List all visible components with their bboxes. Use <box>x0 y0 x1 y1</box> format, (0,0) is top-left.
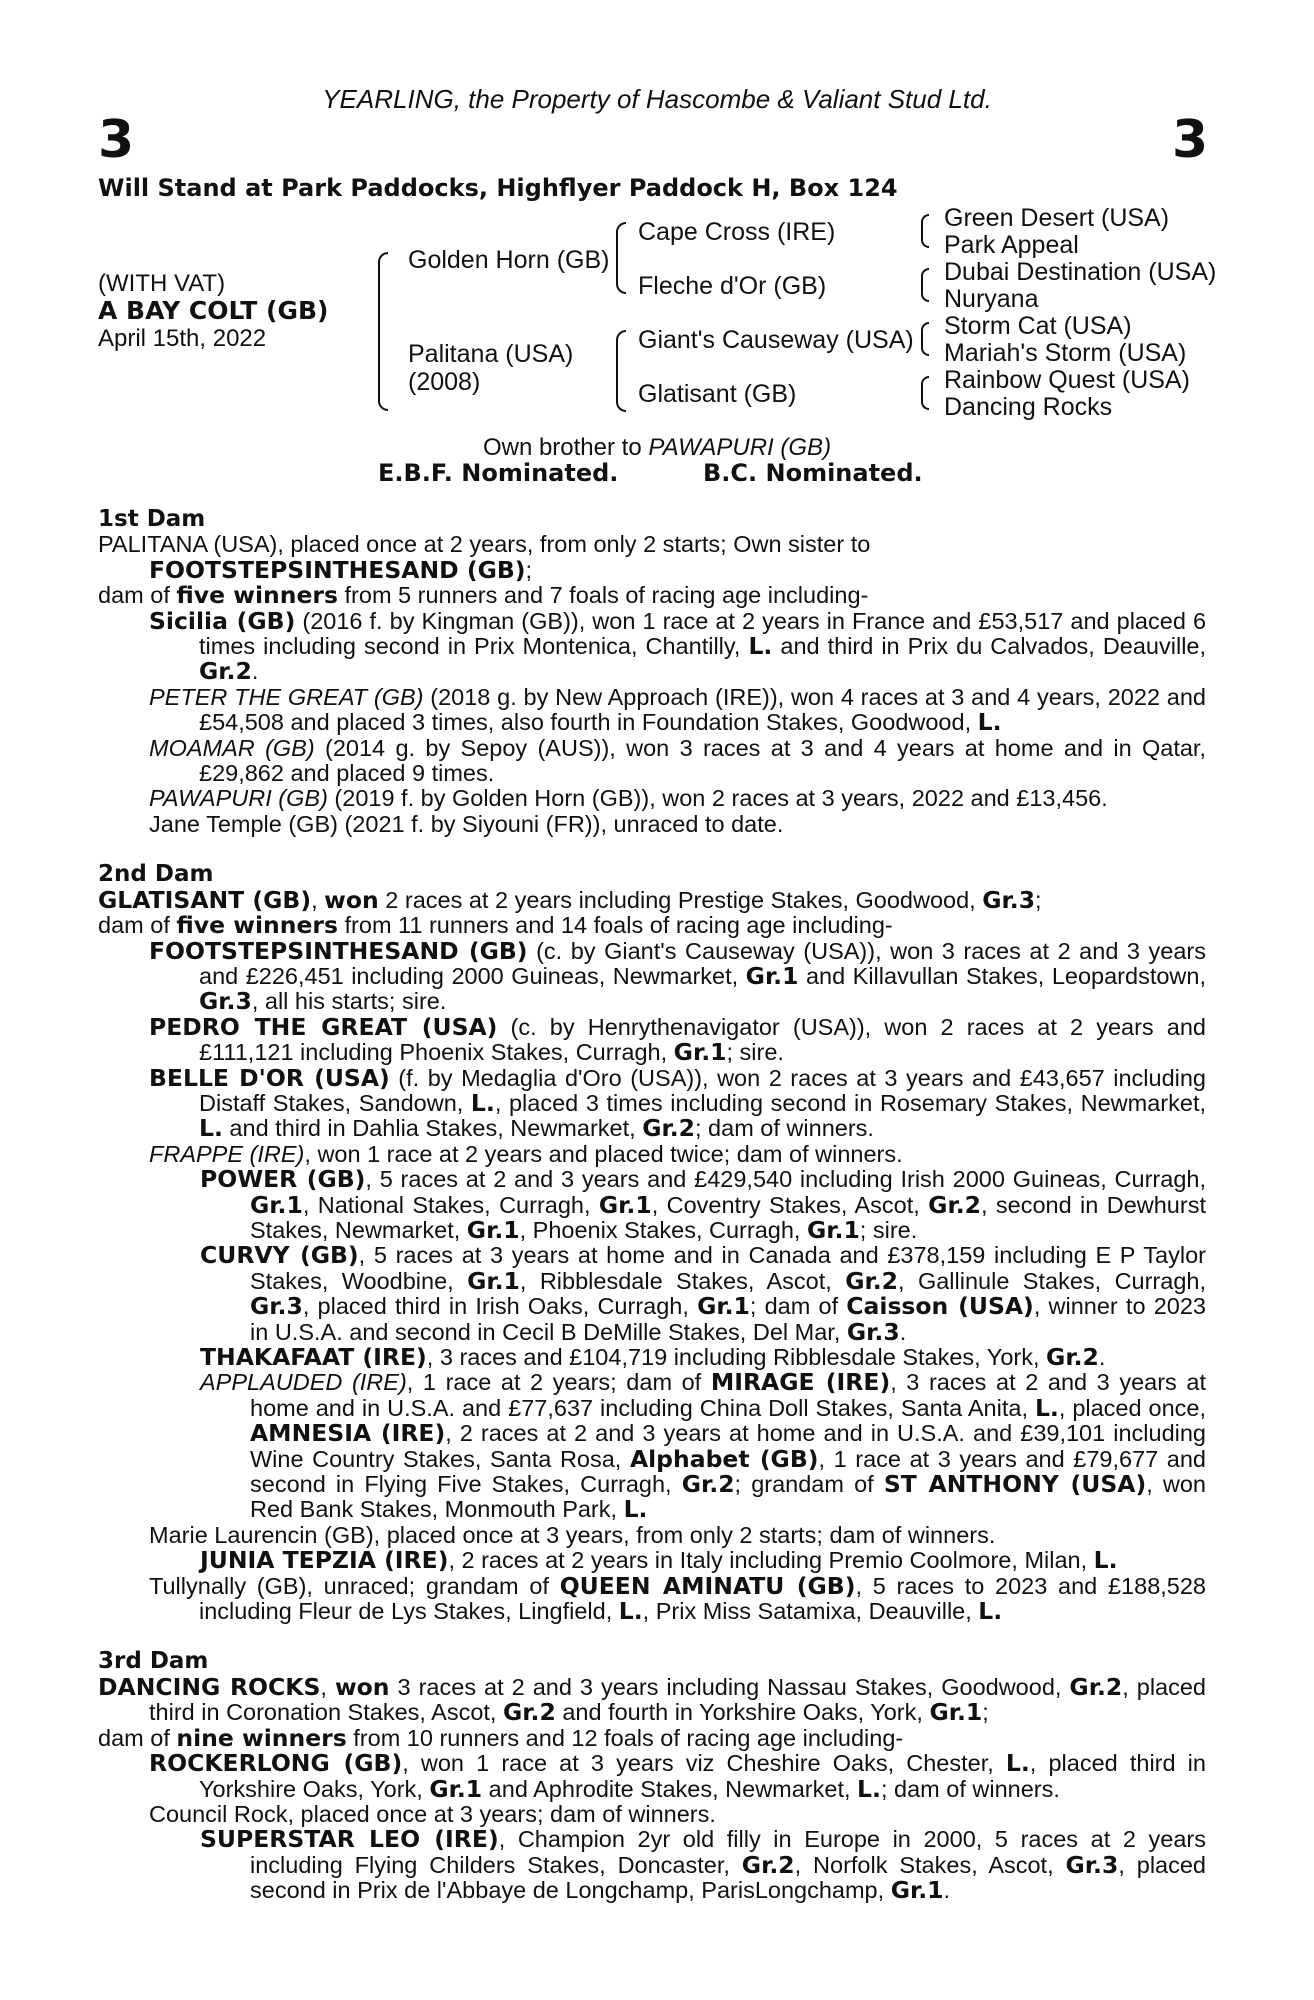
second-dam-summary: GLATISANT (GB), won 2 races at 2 years including Prestige Stakes, Goodwood, Gr.3; <box>98 885 1042 914</box>
third-dam-produce: dam of nine winners from 10 runners and 12 foals of racing age including- <box>98 1723 904 1752</box>
produce-rockerlong: ROCKERLONG (GB), won 1 race at 3 years viz Cheshire Oaks, Chester, L., placed third in Yorkshire Oaks, York, Gr.1 and Aphrodite Stakes, Newmarket, L.; dam of winners. <box>149 1749 1206 1803</box>
lot-number-right: 3 <box>1172 110 1209 170</box>
produce-tullynally: Tullynally (GB), unraced; grandam of QUEEN AMINATU (GB), 5 races to 2023 and £188,528 including Fleur de Lys Stakes, Lingfield, L., Prix Miss Satamixa, Deauville, L. <box>149 1571 1207 1626</box>
first-dam-heading: 1st Dam <box>98 506 206 532</box>
produce-record <box>98 507 1206 1904</box>
bc-nomination: B.C. Nominated. <box>703 459 923 487</box>
pedigree-brace-main <box>378 252 388 411</box>
horse-name: A BAY COLT (GB) <box>98 296 329 325</box>
first-dam-summary: PALITANA (USA), placed once at 2 years, from only 2 starts; Own sister to FOOTSTEPSINTHESAND (GB); <box>98 531 871 584</box>
pedigree-ddd: Dancing Rocks <box>944 393 1113 421</box>
produce-power: POWER (GB), 5 races at 2 and 3 years and £429,540 including Irish 2000 Guineas, Curragh, Gr.1, National Stakes, Curragh, Gr.1, Coventry Stakes, Ascot, Gr.2, second in Dewhurst Stakes, Newmarket, Gr.1, Phoenix Stakes, Curragh, Gr.1; sire. <box>200 1165 1206 1244</box>
pedigree-dsd: Mariah's Storm (USA) <box>944 339 1187 367</box>
third-dam-heading: 3rd Dam <box>98 1648 209 1675</box>
catalogue-title: YEARLING, the Property of Hascombe & Valiant Stud Ltd. <box>322 84 992 114</box>
own-brother-note: Own brother to PAWAPURI (GB) <box>482 434 832 461</box>
produce-applauded: APPLAUDED (IRE), 1 race at 2 years; dam of MIRAGE (IRE), 3 races at 2 and 3 years at home and in U.S.A. and £77,637 including China Doll Stakes, Santa Anita, L., placed once, AMNESIA (IRE), 2 races at 2 and 3 years at home and in U.S.A. and £39,101 including Wine Country Stakes, Santa Rosa, Alphabet (GB), 1 race at 3 years and £79,677 and second in Flying Five Stakes, Curragh, Gr.2; grandam of ST ANTHONY (USA), won Red Bank Stakes, Monmouth Park, L. <box>200 1368 1207 1524</box>
pedigree-dss: Storm Cat (USA) <box>944 312 1132 340</box>
first-dam-produce: dam of five winners from 5 runners and 7 foals of racing age including- <box>98 581 869 610</box>
pedigree-dam-dam: Glatisant (GB) <box>638 380 797 408</box>
produce-superstar-leo: SUPERSTAR LEO (IRE), Champion 2yr old filly in Europe in 2000, 5 races at 2 years including Flying Childers Stakes, Doncaster, Gr.2, Norfolk Stakes, Ascot, Gr.3, placed second in Prix de l'Abbaye de Longchamp, ParisLongchamp, Gr.1. <box>200 1825 1206 1905</box>
pedigree-sire: Golden Horn (GB) <box>408 246 610 274</box>
vat-note: (WITH VAT) <box>98 270 226 297</box>
pedigree-dam-sire: Giant's Causeway (USA) <box>638 326 914 354</box>
pedigree-dds: Rainbow Quest (USA) <box>944 366 1190 394</box>
produce-junia-tepzia: JUNIA TEPZIA (IRE), 2 races at 2 years in Italy including Premio Coolmore, Milan, L. <box>200 1546 1118 1575</box>
produce-peter-the-great: PETER THE GREAT (GB) (2018 g. by New Approach (IRE)), won 4 races at 3 and 4 years, 2022 and £54,508 and placed 3 times, also fourth in Foundation Stakes, Goodwood, L. <box>149 683 1206 737</box>
third-dam-summary: DANCING ROCKS, won 3 races at 2 and 3 years including Nassau Stakes, Goodwood, Gr.2, placed third in Coronation Stakes, Ascot, Gr.2 and fourth in Yorkshire Oaks, York, Gr.1; <box>98 1672 1207 1727</box>
pedigree-ssd: Park Appeal <box>944 231 1079 259</box>
ebf-nomination: E.B.F. Nominated. <box>378 459 619 487</box>
produce-council-rock: Council Rock, placed once at 3 years; dam of winners. <box>149 1800 716 1827</box>
pedigree-dam: Palitana (USA) <box>408 340 574 368</box>
pedigree-brace-ss <box>921 214 929 248</box>
foaling-date: April 15th, 2022 <box>98 325 267 352</box>
pedigree-brace-sd <box>921 268 929 302</box>
pedigree-sds: Dubai Destination (USA) <box>944 258 1217 286</box>
pedigree-sire-sire: Cape Cross (IRE) <box>638 218 836 246</box>
produce-frappe: FRAPPE (IRE), won 1 race at 2 years and placed twice; dam of winners. <box>149 1140 903 1167</box>
pedigree-brace-dam <box>616 330 626 412</box>
produce-moamar: MOAMAR (GB) (2014 g. by Sepoy (AUS)), won 3 races at 3 and 4 years at home and in Qatar, £29,862 and placed 9 times. <box>149 734 1206 787</box>
stand-location: Will Stand at Park Paddocks, Highflyer Paddock H, Box 124 <box>98 174 898 202</box>
second-dam-heading: 2nd Dam <box>98 861 214 888</box>
produce-pawapuri: PAWAPURI (GB) (2019 f. by Golden Horn (GB)), won 2 races at 3 years, 2022 and £13,456. <box>149 785 1108 812</box>
produce-sicilia: Sicilia (GB) (2016 f. by Kingman (GB)), won 1 race at 2 years in France and £53,517 and placed 6 times including second in Prix Montenica, Chantilly, L. and third in Prix du Calvados, Deauville, Gr.2. <box>149 606 1207 686</box>
pedigree-brace-dd <box>921 376 929 410</box>
pedigree-sss: Green Desert (USA) <box>944 204 1170 232</box>
pedigree-sire-dam: Fleche d'Or (GB) <box>638 272 827 300</box>
pedigree-brace-ds <box>921 322 929 356</box>
second-dam-produce: dam of five winners from 11 runners and 14 foals of racing age including- <box>98 911 893 940</box>
produce-marie-laurencin: Marie Laurencin (GB), placed once at 3 years, from only 2 starts; dam of winners. <box>149 1521 996 1548</box>
pedigree-sdd: Nuryana <box>944 285 1039 313</box>
pedigree-dam-year: (2008) <box>408 368 481 396</box>
produce-curvy: CURVY (GB), 5 races at 3 years at home and in Canada and £378,159 including E P Taylor Stakes, Woodbine, Gr.1, Ribblesdale Stakes, Ascot, Gr.2, Gallinule Stakes, Curragh, Gr.3, placed third in Irish Oaks, Curragh, Gr.1; dam of Caisson (USA), winner to 2023 in U.S.A. and second in Cecil B DeMille Stakes, Del Mar, Gr.3. <box>200 1241 1206 1346</box>
lot-number-left: 3 <box>98 110 135 170</box>
produce-jane-temple: Jane Temple (GB) (2021 f. by Siyouni (FR)), unraced to date. <box>149 810 784 837</box>
produce-belle-dor: BELLE D'OR (USA) (f. by Medaglia d'Oro (USA)), won 2 races at 3 years and £43,657 including Distaff Stakes, Sandown, L., placed 3 times including second in Rosemary Stakes, Newmarket, L. and third in Dahlia Stakes, Newmarket, Gr.2; dam of winners. <box>149 1063 1206 1143</box>
produce-footstepsinthesand: FOOTSTEPSINTHESAND (GB) (c. by Giant's Causeway (USA)), won 3 races at 2 and 3 years and £226,451 including 2000 Guineas, Newmarket, Gr.1 and Killavullan Stakes, Leopardstown, Gr.3, all his starts; sire. <box>149 936 1206 1016</box>
produce-pedro-the-great: PEDRO THE GREAT (USA) (c. by Henrythenavigator (USA)), won 2 races at 2 years and £111,121 including Phoenix Stakes, Curragh, Gr.1; sire. <box>149 1012 1207 1067</box>
pedigree-brace-sire <box>616 222 626 294</box>
produce-thakafaat: THAKAFAAT (IRE), 3 races and £104,719 including Ribblesdale Stakes, York, Gr.2. <box>200 1343 1106 1371</box>
